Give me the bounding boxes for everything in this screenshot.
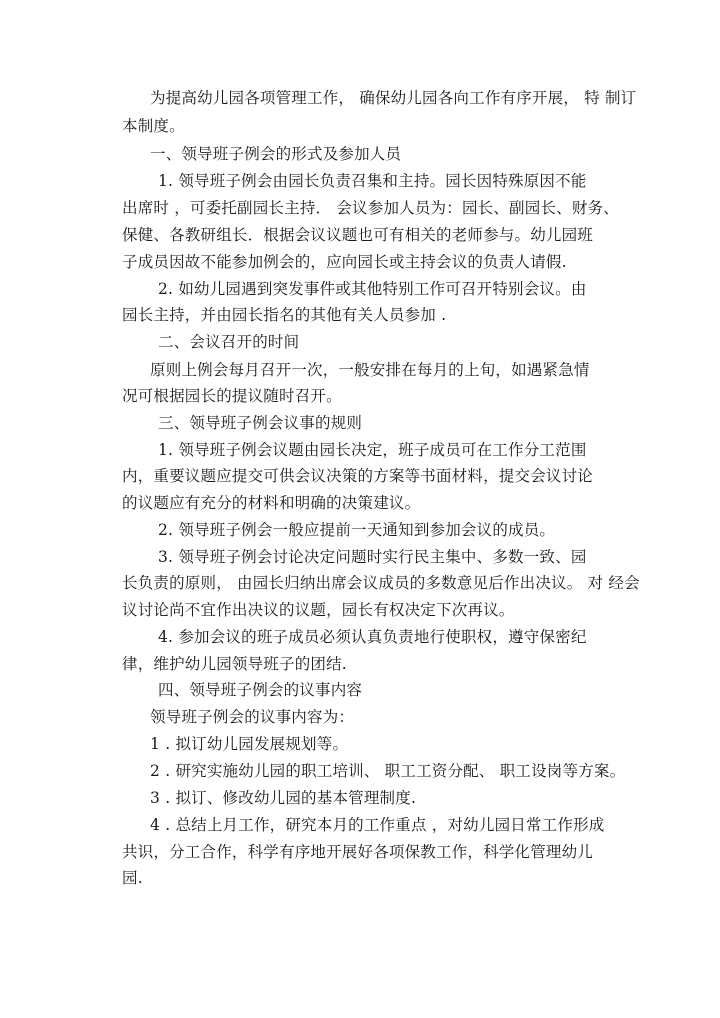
text-line: 2. 领导班子例会一般应提前一天通知到参加会议的成员。	[158, 521, 556, 539]
text-line: 4. 参加会议的班子成员必须认真负责地行使职权，遵守保密纪	[158, 628, 587, 646]
text-line: 园.	[122, 869, 143, 887]
text-line: 长负责的原则， 由园长归纳出席会议成员的多数意见后作出决议。 对 经会	[122, 574, 640, 592]
text-line: 律，维护幼儿园领导班子的团结.	[122, 655, 347, 673]
text-line: 共识，分工合作，科学有序地开展好各项保教工作，科学化管理幼儿	[122, 843, 594, 861]
text-line: 1. 领导班子例会由园长负责召集和主持。园长因特殊原因不能	[158, 172, 587, 190]
text-line: 的议题应有充分的材料和明确的决策建议。	[122, 494, 421, 512]
list-item: 3 . 拟订、修改幼儿园的基本管理制度.	[150, 789, 417, 807]
list-item: 2 . 研究实施幼儿园的职工培训、 职工工资分配、 职工设岗等方案。	[150, 762, 626, 780]
text-line: 2. 如幼儿园遇到突发事件或其他特别工作可召开特别会议。由	[158, 280, 587, 298]
text-line: 3. 领导班子例会讨论决定问题时实行民主集中、多数一致、园	[158, 548, 587, 566]
text-line: 园长主持，并由园长指名的其他有关人员参加 .	[122, 306, 447, 324]
text-line: 出席时 ，可委托副园长主持． 会议参加人员为：园长、副园长、财务、	[122, 199, 619, 217]
section-heading: 四、领导班子例会的议事内容	[158, 681, 363, 699]
text-line: 领导班子例会的议事内容为：	[150, 708, 355, 726]
text-line: 原则上例会每月召开一次，一般安排在每月的上旬，如遇紧急情	[150, 361, 590, 379]
section-heading: 二、会议召开的时间	[158, 333, 300, 351]
section-heading: 一、领导班子例会的形式及参加人员	[150, 145, 402, 163]
text-line: 子成员因故不能参加例会的，应向园长或主持会议的负责人请假.	[122, 253, 567, 271]
section-heading: 三、领导班子例会议事的规则	[158, 414, 363, 432]
text-line: 1. 领导班子例会议题由园长决定，班子成员可在工作分工范围	[158, 441, 587, 459]
list-item: 4 . 总结上月工作，研究本月的工作重点 ，对幼儿园日常工作形成	[150, 816, 605, 834]
text-line: 为提高幼儿园各项管理工作， 确保幼儿园各向工作有序开展， 特 制订	[150, 89, 637, 107]
text-line: 内，重要议题应提交可供会议决策的方案等书面材料，提交会议讨论	[122, 467, 594, 485]
list-item: 1 . 拟订幼儿园发展规划等。	[150, 735, 349, 753]
text-line: 本制度。	[122, 117, 185, 135]
text-line: 议讨论尚不宜作出决议的议题，园长有权决定下次再议。	[122, 601, 515, 619]
text-line: 保健、各教研组长．根据会议议题也可有相关的老师参与。幼儿园班	[122, 226, 594, 244]
text-line: 况可根据园长的提议随时召开。	[122, 387, 342, 405]
